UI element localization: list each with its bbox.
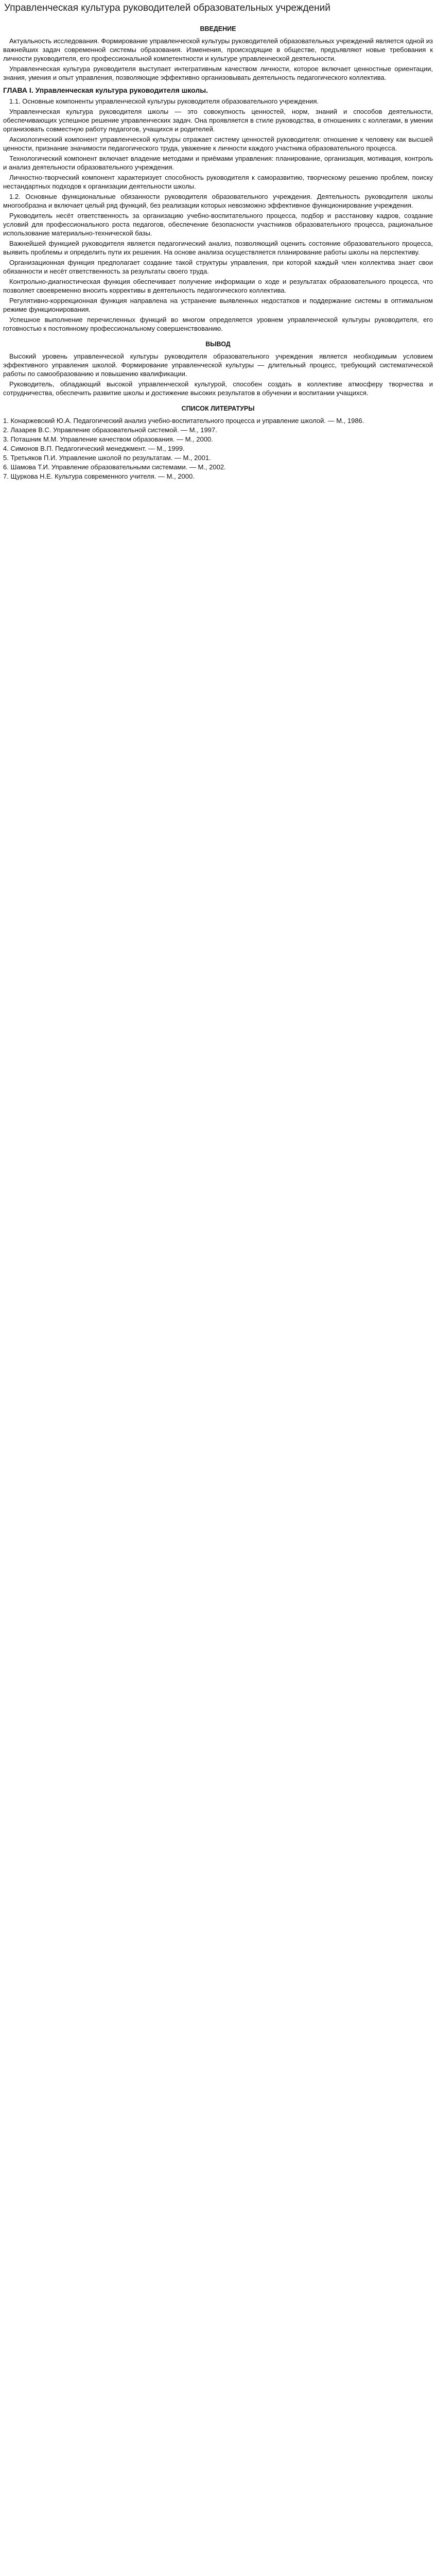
paragraph: Руководитель несёт ответственность за организацию учебно-воспитательного процесса, подбор и расстановку кадров, создание условий для профессионального роста педагогов, обеспечение безопасности участников образовательного процесса, рациональное использование материально-технической базы. — [3, 212, 433, 237]
section-heading: ВВЕДЕНИЕ — [200, 25, 236, 32]
reference-item: 4. Симонов В.П. Педагогический менеджмент. — М., 1999. — [3, 445, 185, 452]
paragraph: Организационная функция предполагает создание такой структуры управления, при которой каждый член коллектива знает свои обязанности и несёт ответственность за результаты своего труда. — [3, 259, 433, 275]
paragraph: 1.2. Основные функциональные обязанности руководителя образовательного учреждения. Деятельность руководителя школы многообразна и включает целый ряд функций, без реализации которых невозможно эффективное функционирование учреждения. — [3, 193, 433, 209]
paragraph: Технологический компонент включает владение методами и приёмами управления: планирование, организация, мотивация, контроль и анализ деятельности образовательного учреждения. — [3, 155, 433, 171]
paragraph: Руководитель, обладающий высокой управленческой культурой, способен создать в коллективе атмосферу творчества и сотрудничества, обеспечить развитие школы и достижение высоких результатов в обучении и воспитании учащихся. — [3, 380, 433, 397]
reference-item: 1. Конаржевский Ю.А. Педагогический анализ учебно-воспитательного процесса и управление школой. — М., 1986. — [3, 417, 364, 425]
paragraph: Высокий уровень управленческой культуры руководителя образовательного учреждения является необходимым условием эффективного управления школой. Формирование управленческой культуры — длительный процесс, требующий систематической работы по самообразованию и повышению квалификации. — [3, 352, 433, 378]
reference-item: 5. Третьяков П.И. Управление школой по результатам. — М., 2001. — [3, 454, 211, 462]
document-title: Управленческая культура руководителей образовательных учреждений — [4, 3, 330, 13]
paragraph: Актуальность исследования. Формирование управленческой культуры руководителей образовательных учреждений является одной из важнейших задач современной системы образования. Изменения, происходящие в обществе, предъявляют новые требования к личности руководителя, его профессиональной компетентности и культуре управленческой деятельности. — [3, 37, 433, 62]
reference-list — [0, 416, 436, 481]
chapter-heading: ГЛАВА I. Управленческая культура руководителя школы. — [3, 86, 208, 94]
paragraph: Регулятивно-коррекционная функция направлена на устранение выявленных недостатков и поддержание системы в оптимальном режиме функционирования. — [3, 297, 433, 313]
paragraph: Аксиологический компонент управленческой культуры отражает систему ценностей руководителя: отношение к человеку как высшей ценности, признание значимости педагогического труда, уважение к личности каждого участника образовательного процесса. — [3, 135, 433, 152]
paragraph: Управленческая культура руководителя выступает интегративным качеством личности, которое включает ценностные ориентации, знания, умения и опыт управления, позволяющие эффективно организовывать деятельность педагогического коллектива. — [3, 65, 433, 81]
paragraph: Контрольно-диагностическая функция обеспечивает получение информации о ходе и результатах образовательного процесса, что позволяет своевременно вносить коррективы в деятельность педагогического коллектива. — [3, 278, 433, 294]
paragraph: Личностно-творческий компонент характеризует способность руководителя к саморазвитию, творческому решению проблем, поиску нестандартных подходов к организации деятельности школы. — [3, 174, 433, 190]
paragraph: Важнейшей функцией руководителя является педагогический анализ, позволяющий оценить состояние образовательного процесса, выявить проблемы и определить пути их решения. На основе анализа осуществляется планирование работы школы на перспективу. — [3, 240, 433, 256]
reference-item: 6. Шамова Т.И. Управление образовательными системами. — М., 2002. — [3, 463, 226, 471]
reference-item: 3. Поташник М.М. Управление качеством образования. — М., 2000. — [3, 435, 213, 443]
document-body — [0, 25, 436, 413]
reference-item: 7. Щуркова Н.Е. Культура современного учителя. — М., 2000. — [3, 472, 195, 480]
section-heading: СПИСОК ЛИТЕРАТУРЫ — [181, 405, 255, 412]
paragraph: Управленческая культура руководителя школы — это совокупность ценностей, норм, знаний и способов деятельности, обеспечивающих успешное решение управленческих задач. Она проявляется в стиле руководства, в отношениях с коллегами, в умении организовать совместную работу педагогов, учащихся и родителей. — [3, 108, 433, 133]
paragraph: Успешное выполнение перечисленных функций во многом определяется уровнем управленческой культуры руководителя, его готовностью к постоянному профессиональному совершенствованию. — [3, 316, 433, 332]
section-heading: ВЫВОД — [205, 341, 231, 348]
paragraph: 1.1. Основные компоненты управленческой культуры руководителя образовательного учреждения. — [9, 97, 319, 105]
reference-item: 2. Лазарев В.С. Управление образовательной системой. — М., 1997. — [3, 426, 217, 434]
